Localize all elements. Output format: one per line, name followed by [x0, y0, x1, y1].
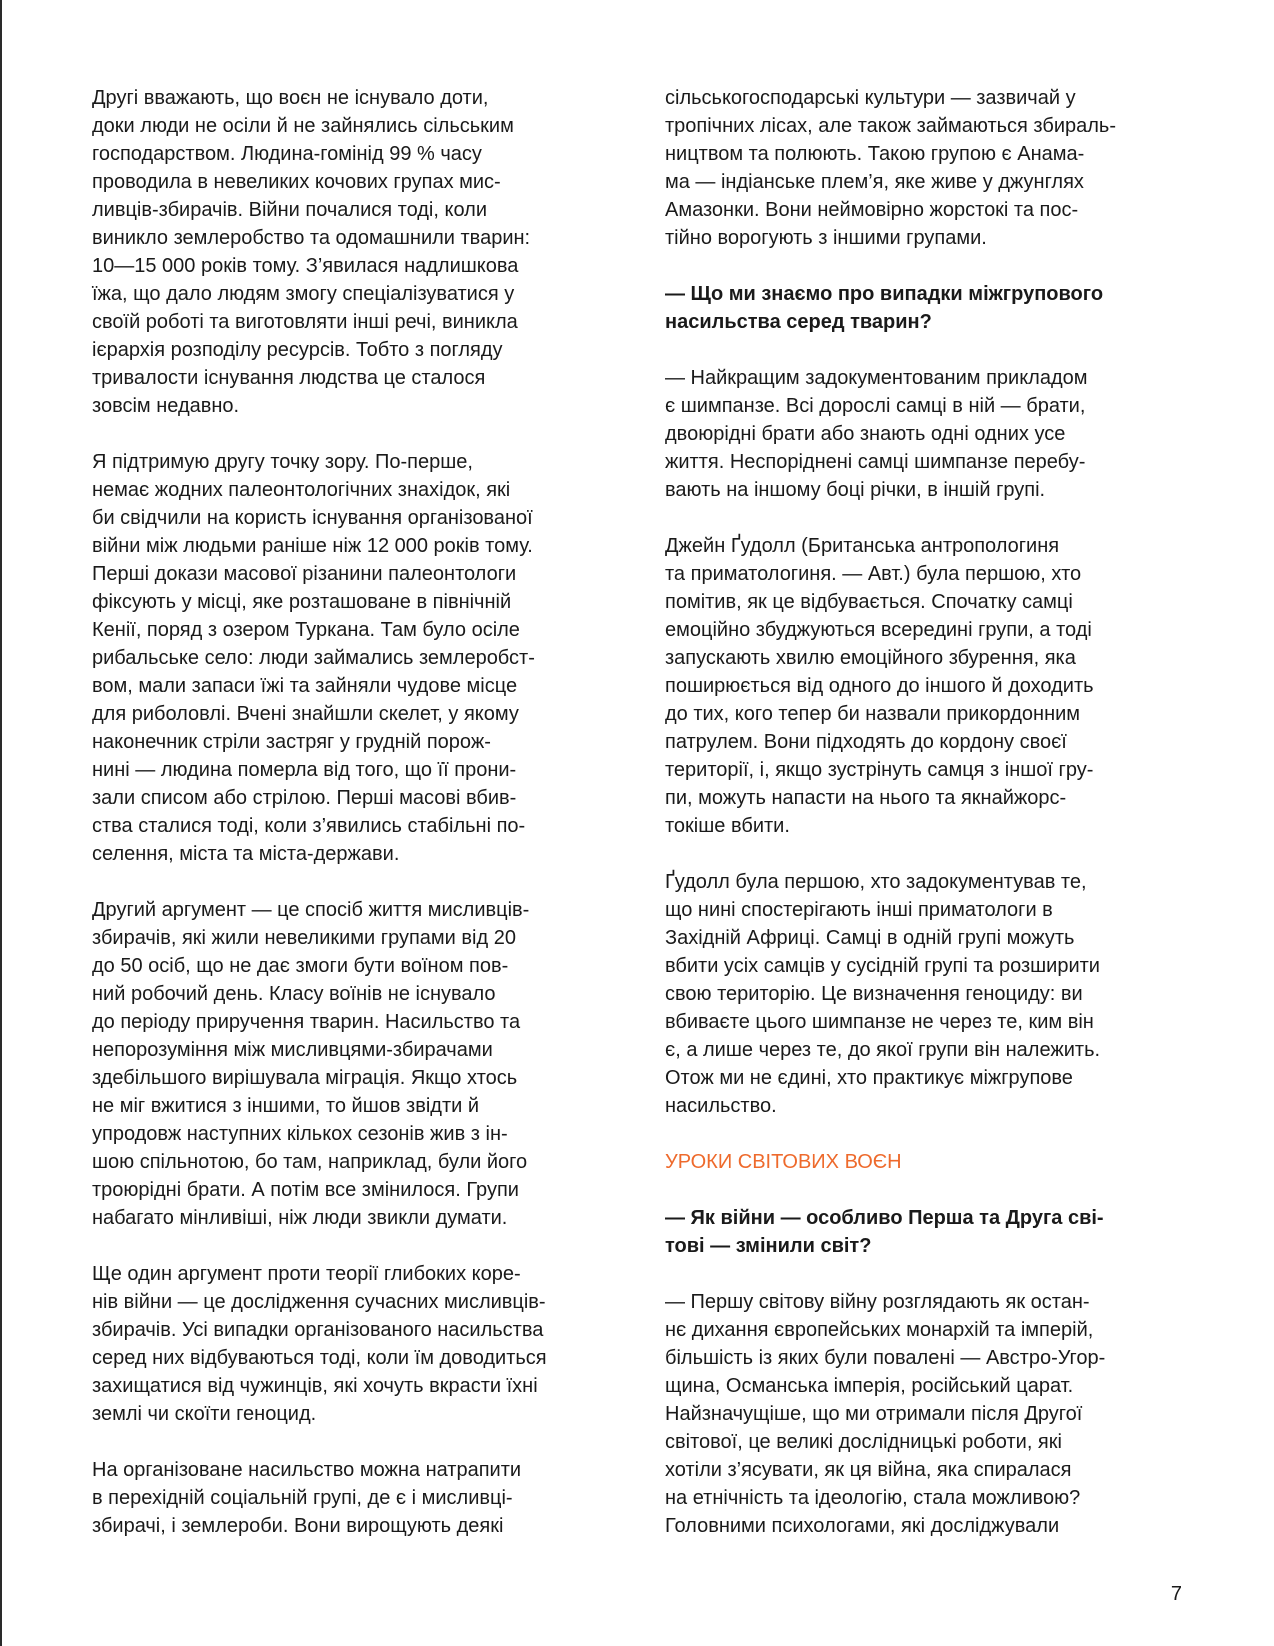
- text-line: ний робочий день. Класу воїнів не існувало: [92, 983, 496, 1005]
- text-line: до періоду приручення тварин. Насильство та: [92, 1011, 521, 1033]
- text-line: вбиваєте цього шимпанзе не через те, ким він: [665, 1011, 1094, 1033]
- text-line: троюрідні брати. А потім все змінилося. Групи: [92, 1179, 519, 1201]
- text-line: території, і, якщо зустрінуть самця з іншої гру-: [665, 759, 1094, 781]
- text-line: свою територію. Це визначення геноциду: ви: [665, 983, 1083, 1005]
- text-line: — Першу світову війну розглядають як остан-: [665, 1291, 1090, 1313]
- text-line: наконечник стріли застряг у грудній порож-: [92, 731, 491, 753]
- text-line: Джейн Ґудолл (Британська антропологиня: [665, 535, 1060, 557]
- text-line: є, а лише через те, до якої групи він належить.: [665, 1039, 1101, 1061]
- paragraph: [665, 868, 1145, 1120]
- text-line: вбити усіх самців у сусідній групі та розширити: [665, 955, 1100, 977]
- text-line: Ґудолл була першою, хто задокументував те,: [665, 871, 1087, 893]
- text-line: поширюється від одного до іншого й доходить: [665, 675, 1094, 697]
- text-line: вом, мали запаси їжі та зайняли чудове місце: [92, 675, 518, 697]
- text-line: нів війни — це дослідження сучасних мисливців-: [92, 1291, 546, 1313]
- text-line: помітив, як це відбувається. Спочатку самці: [665, 591, 1073, 613]
- text-line: збирачі, і землероби. Вони вирощують деякі: [92, 1515, 504, 1537]
- text-line: вають на іншому боці річки, в іншій групі.: [665, 479, 1046, 501]
- text-line: хотіли з’ясувати, як ця війна, яка спиралася: [665, 1459, 1072, 1481]
- right-column: [665, 84, 1145, 1568]
- text-line: патрулем. Вони підходять до кордону своєї: [665, 731, 1067, 753]
- text-line: Кенії, поряд з озером Туркана. Там було осіле: [92, 619, 520, 641]
- text-line: ма — індіанське плем’я, яке живе у джунглях: [665, 171, 1084, 193]
- text-line: набагато мінливіші, ніж люди звикли думати.: [92, 1207, 508, 1229]
- text-line: емоційно збуджуються всередині групи, а тоді: [665, 619, 1092, 641]
- text-line: їжа, що дало людям змогу спеціалізуватися у: [92, 283, 515, 305]
- text-line: здебільшого вирішувала міграція. Якщо хтось: [92, 1067, 518, 1089]
- text-line: виникло землеробство та одомашнили тварин:: [92, 227, 531, 249]
- text-line: — Що ми знаємо про випадки міжгрупового: [665, 283, 1104, 305]
- text-line: сільськогосподарські культури — зазвичай у: [665, 87, 1076, 109]
- text-line: в перехідній соціальній групі, де є і мисливці-: [92, 1487, 513, 1509]
- text-line: доки люди не осіли й не зайнялись сільським: [92, 115, 514, 137]
- text-line: щина, Османська імперія, російський царат.: [665, 1375, 1074, 1397]
- interview-question: [665, 280, 1145, 336]
- text-line: Отож ми не єдині, хто практикує міжгрупове: [665, 1067, 1073, 1089]
- text-line: ливців-збирачів. Війни почалися тоді, коли: [92, 199, 487, 221]
- text-line: шою спільнотою, бо там, наприклад, були його: [92, 1151, 528, 1173]
- text-line: би свідчили на користь існування організованої: [92, 507, 533, 529]
- text-line: — Як війни — особливо Перша та Друга сві-: [665, 1207, 1104, 1229]
- text-line: Головними психологами, які досліджували: [665, 1515, 1060, 1537]
- text-line: УРОКИ СВІТОВИХ ВОЄН: [665, 1151, 902, 1173]
- text-line: непорозуміння між мисливцями-збирачами: [92, 1039, 493, 1061]
- left-column: [92, 84, 592, 1568]
- page-number: 7: [1170, 1583, 1182, 1605]
- text-line: до 50 осіб, що не дає змоги бути воїном пов-: [92, 955, 509, 977]
- text-line: 10—15 000 років тому. З’явилася надлишкова: [92, 255, 519, 277]
- text-line: ництвом та полюють. Такою групою є Анама-: [665, 143, 1085, 165]
- text-line: не міг вжитися з іншими, то йшов звідти й: [92, 1095, 480, 1117]
- text-line: запускають хвилю емоційного збурення, яка: [665, 647, 1076, 669]
- text-line: є шимпанзе. Всі дорослі самці в ній — брати,: [665, 395, 1086, 417]
- text-line: тові — змінили світ?: [665, 1235, 872, 1257]
- text-line: Амазонки. Вони неймовірно жорстокі та пос-: [665, 199, 1079, 221]
- text-line: немає жодних палеонтологічних знахідок, які: [92, 479, 511, 501]
- paragraph: [665, 84, 1145, 252]
- text-line: Другі вважають, що воєн не існувало доти,: [92, 87, 489, 109]
- text-line: фіксують у місці, яке розташоване в північній: [92, 591, 512, 613]
- paragraph: [92, 448, 592, 868]
- text-line: селення, міста та міста-держави.: [92, 843, 400, 865]
- text-line: нині — людина померла від того, що її прони-: [92, 759, 517, 781]
- text-line: більшість із яких були повалені — Австро-Угор-: [665, 1347, 1106, 1369]
- text-line: збирачів. Усі випадки організованого насильства: [92, 1319, 544, 1341]
- text-line: Ще один аргумент проти теорії глибоких коре-: [92, 1263, 521, 1285]
- text-line: Перші докази масової різанини палеонтологи: [92, 563, 517, 585]
- text-line: Західній Африці. Самці в одній групі можуть: [665, 927, 1075, 949]
- paragraph: [92, 896, 592, 1232]
- text-line: насильства серед тварин?: [665, 311, 932, 333]
- paragraph: [665, 532, 1145, 840]
- text-line: війни між людьми раніше ніж 12 000 років тому.: [92, 535, 533, 557]
- text-line: та приматологиня. — Авт.) була першою, хто: [665, 563, 1082, 585]
- text-line: упродовж наступних кількох сезонів жив з ін-: [92, 1123, 508, 1145]
- text-line: землі чи скоїти геноцид.: [92, 1403, 317, 1425]
- paragraph: [665, 1288, 1145, 1540]
- page-edge: [0, 0, 2, 1646]
- text-line: ієрархія розподілу ресурсів. Тобто з погляду: [92, 339, 503, 361]
- text-line: на етнічність та ідеологію, стала можливою?: [665, 1487, 1081, 1509]
- text-line: світової, це великі дослідницькі роботи, які: [665, 1431, 1062, 1453]
- text-line: насильство.: [665, 1095, 777, 1117]
- text-line: пи, можуть напасти на нього та якнайжорс-: [665, 787, 1067, 809]
- text-line: Найзначущіше, що ми отримали після Другої: [665, 1403, 1083, 1425]
- text-line: своїй роботі та виготовляти інші речі, виникла: [92, 311, 518, 333]
- text-line: проводила в невеликих кочових групах мис-: [92, 171, 501, 193]
- text-line: серед них відбуваються тоді, коли їм доводиться: [92, 1347, 547, 1369]
- text-line: тропічних лісах, але також займаються збираль-: [665, 115, 1116, 137]
- paragraph: [92, 1260, 592, 1428]
- text-line: рибальське село: люди займались землеробст-: [92, 647, 535, 669]
- section-heading: [665, 1148, 1145, 1176]
- interview-question: [665, 1204, 1145, 1260]
- text-line: збирачів, які жили невеликими групами від 20: [92, 927, 516, 949]
- text-line: нє дихання європейських монархій та імперій,: [665, 1319, 1094, 1341]
- text-line: зали списом або стрілою. Перші масові вбив-: [92, 787, 517, 809]
- paragraph: [665, 364, 1145, 504]
- text-line: що нині спостерігають інші приматологи в: [665, 899, 1053, 921]
- text-line: зовсім недавно.: [92, 395, 240, 417]
- text-line: На організоване насильство можна натрапити: [92, 1459, 522, 1481]
- text-line: Другий аргумент — це спосіб життя мисливців-: [92, 899, 530, 921]
- text-line: до тих, кого тепер би назвали прикордонним: [665, 703, 1081, 725]
- paragraph: [92, 1456, 592, 1540]
- text-line: Я підтримую другу точку зору. По-перше,: [92, 451, 473, 473]
- text-line: для риболовлі. Вчені знайшли скелет, у якому: [92, 703, 519, 725]
- text-line: токіше вбити.: [665, 815, 790, 837]
- text-line: — Найкращим задокументованим прикладом: [665, 367, 1088, 389]
- text-line: двоюрідні брати або знають одні одних усе: [665, 423, 1066, 445]
- text-line: господарством. Людина-гомінід 99 % часу: [92, 143, 482, 165]
- text-line: захищатися від чужинців, які хочуть вкрасти їхні: [92, 1375, 538, 1397]
- text-line: тійно ворогують з іншими групами.: [665, 227, 987, 249]
- paragraph: [92, 84, 592, 420]
- text-line: тривалости існування людства це сталося: [92, 367, 486, 389]
- text-line: ства сталися тоді, коли з’явились стабільні по-: [92, 815, 526, 837]
- text-line: життя. Неспоріднені самці шимпанзе перебу-: [665, 451, 1086, 473]
